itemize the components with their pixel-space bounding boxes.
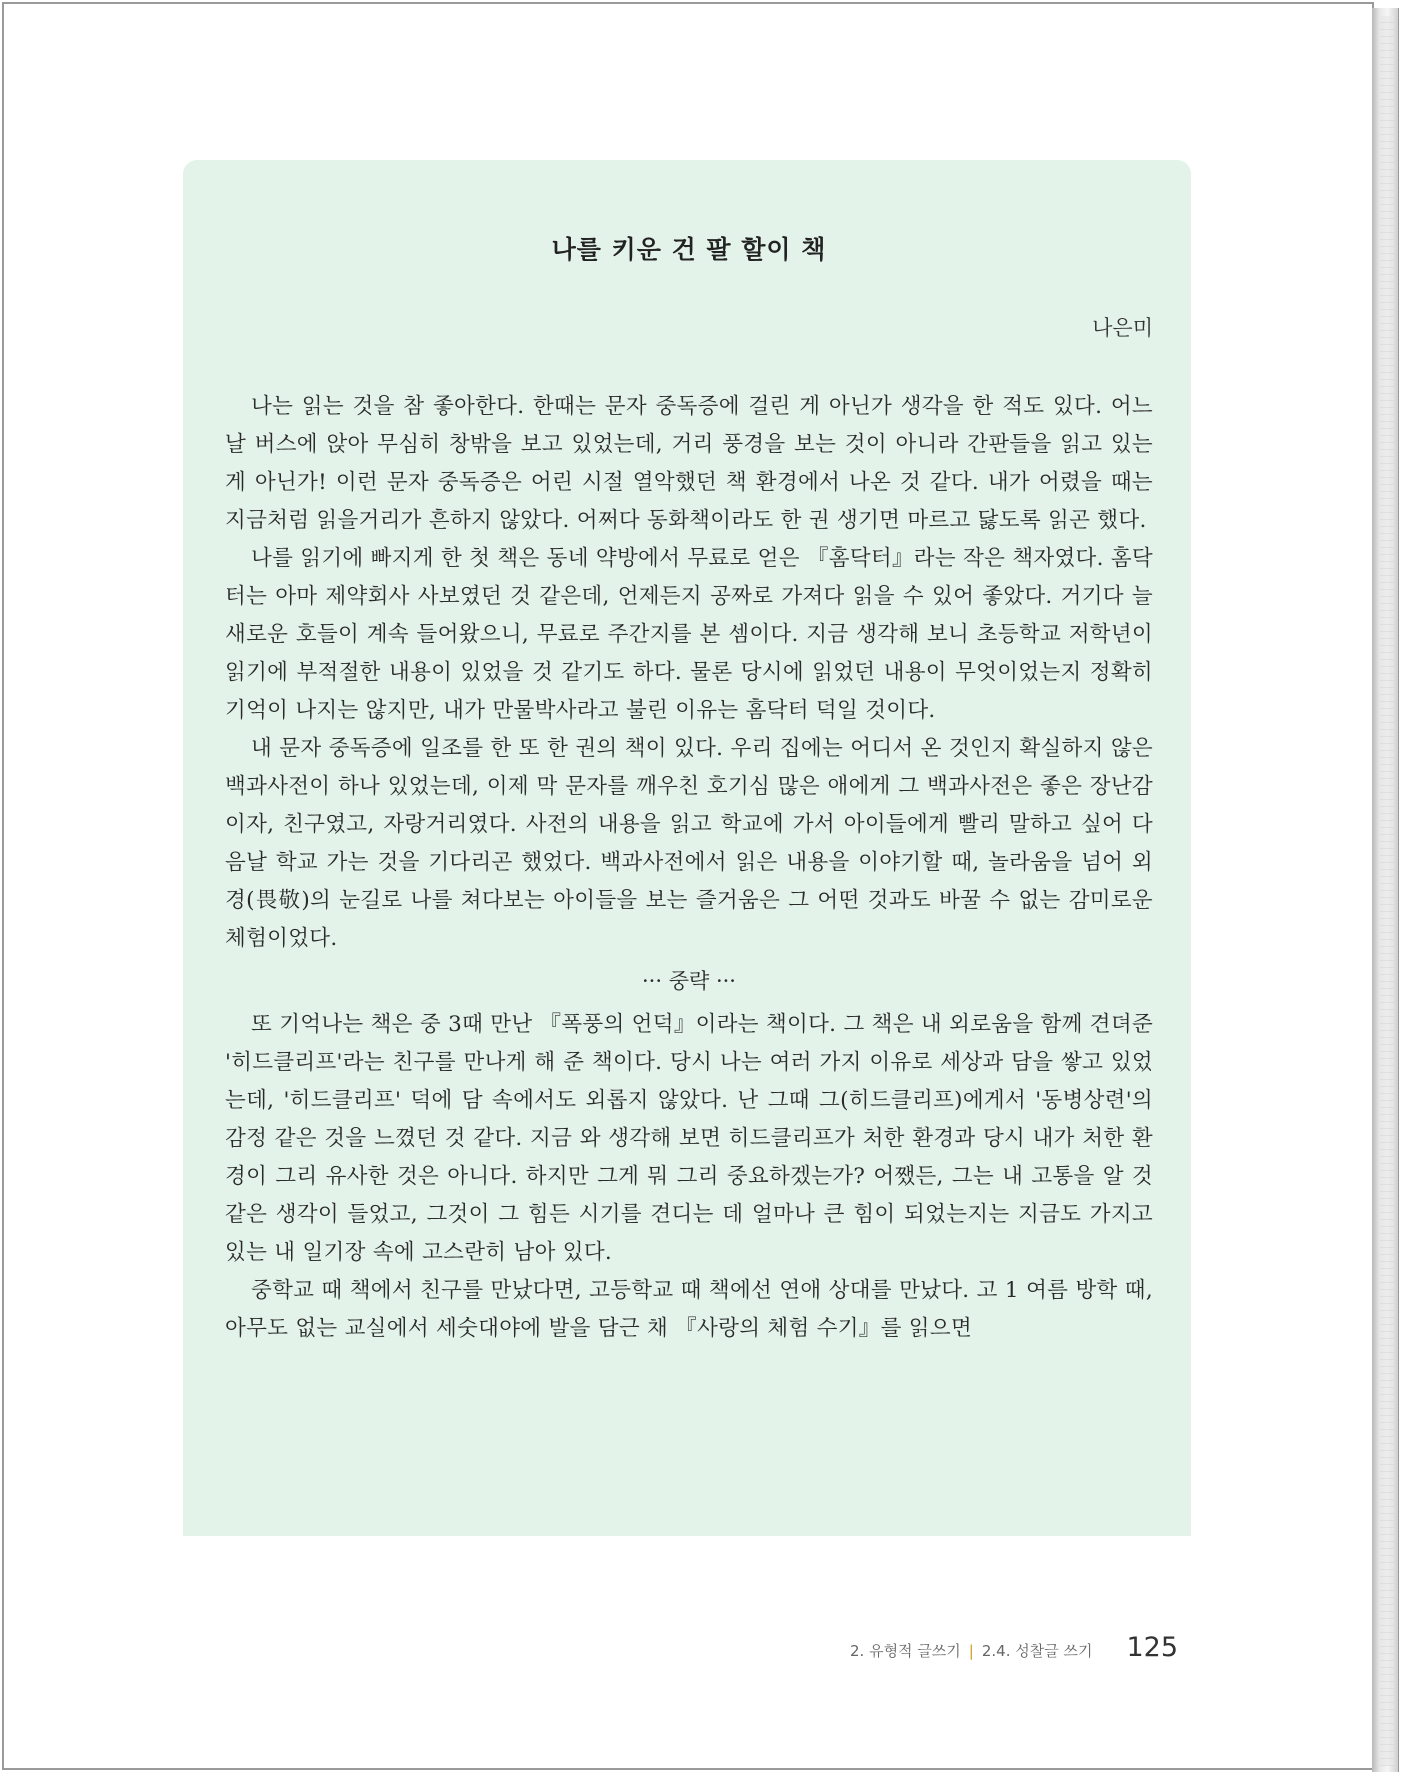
footer-separator: | bbox=[968, 1642, 974, 1660]
essay-title: 나를 키운 건 팔 할이 책 bbox=[551, 235, 827, 264]
paragraph: 중학교 때 책에서 친구를 만났다면, 고등학교 때 책에선 연애 상대를 만났다. 고 1 여름 방학 때, 아무도 없는 교실에서 세숫대야에 발을 담근 채 『사랑의 체험 수기』를 읽으면 bbox=[225, 1278, 1153, 1341]
paragraph: 나는 읽는 것을 참 좋아한다. 한때는 문자 중독증에 걸린 게 아닌가 생각을 한 적도 있다. 어느 날 버스에 앉아 무심히 창밖을 보고 있었는데, 거리 풍경을 보는 것이 아니라 간판들을 읽고 있는 게 아닌가! 이런 문자 중독증은 어린 시절 열악했던 책 환경에서 나온 것 같다. 내가 어렸을 때는 지금처럼 읽을거리가 흔하지 않았다. 어쩌다 동화책이라도 한 권 생기면 마르고 닳도록 읽곤 했다. bbox=[225, 394, 1153, 533]
page-stack-lines bbox=[1380, 16, 1394, 1766]
paragraph: 내 문자 중독증에 일조를 한 또 한 권의 책이 있다. 우리 집에는 어디서 온 것인지 확실하지 않은 백과사전이 하나 있었는데, 이제 막 문자를 깨우친 호기심 많은 애에게 그 백과사전은 좋은 장난감이자, 친구였고, 자랑거리였다. 사전의 내용을 읽고 학교에 가서 아이들에게 빨리 말하고 싶어 다음날 학교 가는 것을 기다리곤 했었다. 백과사전에서 읽은 내용을 이야기할 때, 놀라움을 넘어 외경(畏敬)의 눈길로 나를 쳐다보는 아이들을 보는 즐거움은 그 어떤 것과도 바꿀 수 없는 감미로운 체험이었다. bbox=[225, 736, 1153, 951]
footer-chapter: 2. 유형적 글쓰기 bbox=[850, 1642, 961, 1660]
page-footer bbox=[850, 1632, 1178, 1663]
essay-author: 나은미 bbox=[1092, 316, 1153, 340]
paragraph: 나를 읽기에 빠지게 한 첫 책은 동네 약방에서 무료로 얻은 『홈닥터』라는 작은 책자였다. 홈닥터는 아마 제약회사 사보였던 것 같은데, 언제든지 공짜로 가져다 읽을 수 있어 좋았다. 거기다 늘 새로운 호들이 계속 들어왔으니, 무료로 주간지를 본 셈이다. 지금 생각해 보니 초등학교 저학년이 읽기에 부적절한 내용이 있었을 것 같기도 하다. 물론 당시에 읽었던 내용이 무엇이었는지 정확히 기억이 나지는 않지만, 내가 만물박사라고 불린 이유는 홈닥터 덕일 것이다. bbox=[225, 546, 1153, 723]
omission-marker: ··· 중략 ··· bbox=[642, 969, 736, 993]
page-number: 125 bbox=[1126, 1632, 1179, 1663]
paragraph: 또 기억나는 책은 중 3때 만난 『폭풍의 언덕』이라는 책이다. 그 책은 내 외로움을 함께 견뎌준 '히드클리프'라는 친구를 만나게 해 준 책이다. 당시 나는 여러 가지 이유로 세상과 담을 쌓고 있었는데, '히드클리프' 덕에 담 속에서도 외롭지 않았다. 난 그때 그(히드클리프)에게서 '동병상련'의 감정 같은 것을 느꼈던 것 같다. 지금 와 생각해 보면 히드클리프가 처한 환경과 당시 내가 처한 환경이 그리 유사한 것은 아니다. 하지만 그게 뭐 그리 중요하겠는가? 어쨌든, 그는 내 고통을 알 것 같은 생각이 들었고, 그것이 그 힘든 시기를 견디는 데 얼마나 큰 힘이 되었는지는 지금도 가지고 있는 내 일기장 속에 고스란히 남아 있다. bbox=[225, 1012, 1154, 1265]
footer-section: 2.4. 성찰글 쓰기 bbox=[981, 1642, 1093, 1660]
essay-box bbox=[183, 160, 1191, 1536]
